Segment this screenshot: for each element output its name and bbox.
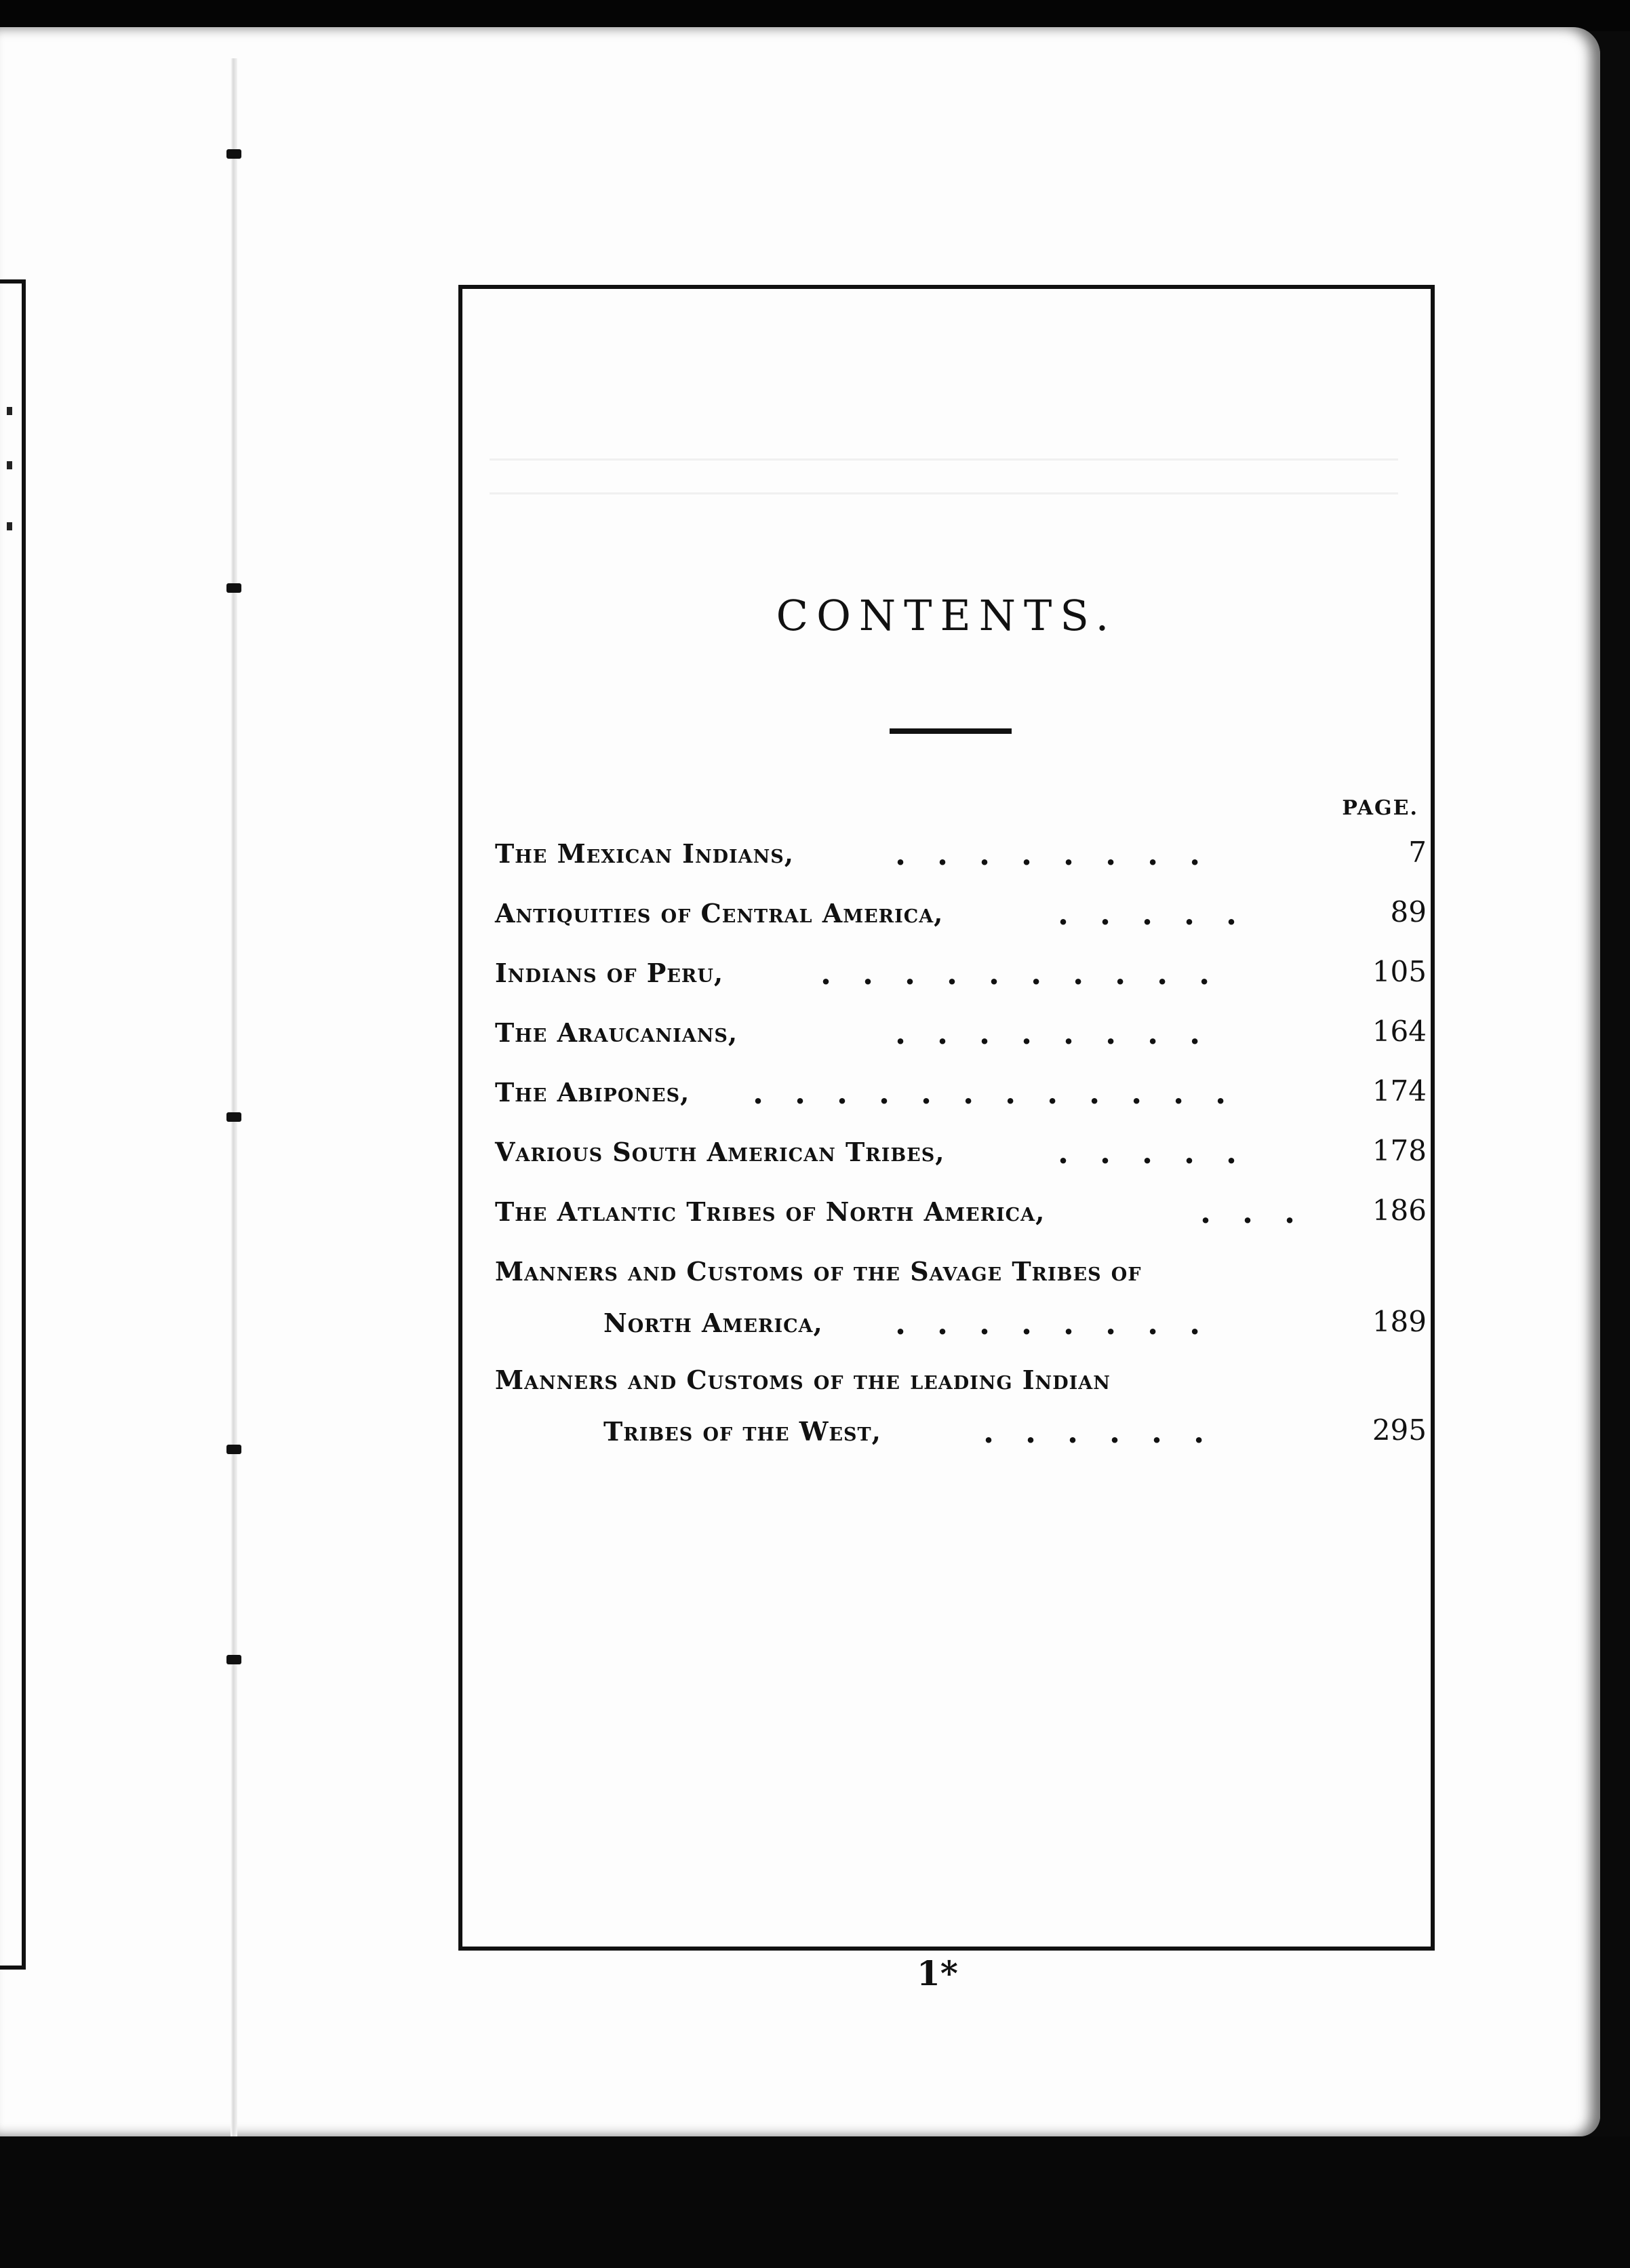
entry-title: The Araucanians, xyxy=(495,1017,738,1048)
leader-dots: ..... xyxy=(1058,895,1269,932)
entry-page-number: 295 xyxy=(1372,1413,1427,1447)
previous-page-frame-edge xyxy=(0,279,26,1970)
leader-dots: ........ xyxy=(895,836,1232,872)
contents-list xyxy=(495,823,1427,1458)
contents-entry xyxy=(495,1062,1427,1122)
contents-entry xyxy=(495,883,1427,943)
leader-dots: ............ xyxy=(753,1074,1258,1111)
previous-page-mark xyxy=(7,461,12,469)
entry-title: The Mexican Indians, xyxy=(495,838,795,869)
contents-heading: CONTENTS. xyxy=(776,591,1117,640)
leader-dots: .......... xyxy=(820,955,1241,992)
previous-page-mark xyxy=(7,522,12,530)
folio-signature: 1* xyxy=(917,1953,958,1993)
gutter-stitch-mark xyxy=(226,1112,241,1122)
previous-page-mark xyxy=(7,407,12,415)
entry-title: The Abipones, xyxy=(495,1077,690,1108)
gutter-stitch-mark xyxy=(226,149,241,159)
contents-frame xyxy=(458,285,1435,1951)
contents-entry xyxy=(495,1122,1427,1181)
entry-title: Manners and Customs of the Savage Tribes of xyxy=(495,1256,1142,1287)
leader-dots: ........ xyxy=(895,1305,1232,1342)
entry-title-continuation: North America, xyxy=(603,1308,823,1338)
entry-title-continuation: Tribes of the West, xyxy=(603,1416,881,1447)
book-page xyxy=(0,27,1600,2136)
contents-entry xyxy=(495,1002,1427,1062)
entry-title: Various South American Tribes, xyxy=(495,1137,945,1167)
gutter-stitch-mark xyxy=(226,583,241,593)
entry-title: Indians of Peru, xyxy=(495,958,724,988)
entry-page-number: 189 xyxy=(1372,1305,1427,1338)
bleed-through-line xyxy=(490,492,1398,494)
scan-border-bottom xyxy=(0,2136,1630,2268)
entry-title: Manners and Customs of the leading Indian xyxy=(495,1365,1111,1395)
gutter-stitch-mark xyxy=(226,1655,241,1664)
entry-title: Antiquities of Central America, xyxy=(495,898,944,928)
contents-entry xyxy=(495,943,1427,1002)
contents-entry xyxy=(495,1181,1427,1241)
entry-page-number: 186 xyxy=(1372,1194,1427,1227)
bleed-through-line xyxy=(490,458,1398,461)
book-gutter xyxy=(231,58,237,2164)
leader-dots: ...... xyxy=(983,1413,1236,1450)
entry-title: The Atlantic Tribes of North America, xyxy=(495,1196,1046,1227)
gutter-stitch-mark xyxy=(226,1445,241,1454)
entry-page-number: 178 xyxy=(1372,1134,1427,1167)
leader-dots: ........ xyxy=(895,1015,1232,1051)
heading-rule xyxy=(890,728,1012,734)
entry-page-number: 105 xyxy=(1372,955,1427,988)
leader-dots: ..... xyxy=(1058,1134,1269,1171)
entry-page-number: 7 xyxy=(1408,836,1427,869)
contents-entry xyxy=(495,823,1427,883)
contents-entry xyxy=(495,1350,1427,1458)
contents-entry xyxy=(495,1241,1427,1350)
entry-page-number: 89 xyxy=(1390,895,1427,928)
leader-dots: ... xyxy=(1200,1194,1327,1230)
entry-page-number: 174 xyxy=(1372,1074,1427,1108)
entry-page-number: 164 xyxy=(1372,1015,1427,1048)
page-column-label: PAGE. xyxy=(1342,796,1418,820)
